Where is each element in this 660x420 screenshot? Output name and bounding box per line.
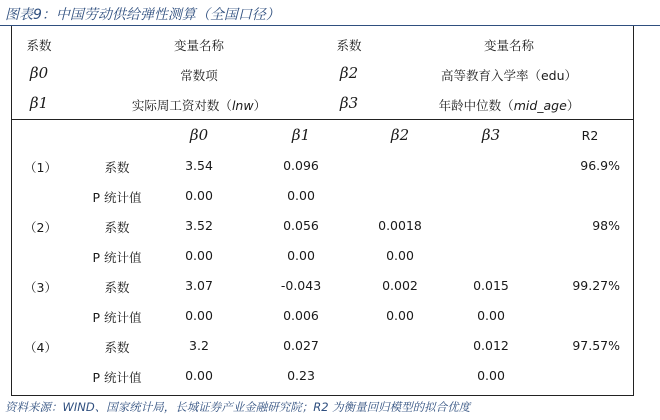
cell-beta1: 0.00	[287, 248, 315, 263]
row-label: P 统计值	[92, 310, 142, 325]
legend-header-name-1: 变量名称	[173, 38, 225, 53]
cell-beta1: 0.056	[283, 218, 319, 233]
cell-beta1: 0.027	[283, 338, 319, 353]
cell-beta2: 0.002	[382, 278, 418, 293]
regression-results-table	[11, 120, 634, 396]
cell-beta3: 0.015	[473, 278, 509, 293]
cell-r2: 98%	[592, 218, 620, 233]
cell-beta2: 0.0018	[378, 218, 422, 233]
results-header-beta3: β3	[481, 126, 501, 144]
cell-beta0: 0.00	[185, 308, 213, 323]
cell-beta0: 3.52	[185, 218, 213, 233]
variable-legend-table	[11, 26, 634, 120]
results-header-beta0: β0	[189, 126, 209, 144]
cell-beta1: 0.23	[287, 368, 315, 383]
model-label: （3）	[24, 280, 57, 295]
cell-beta0: 3.2	[189, 338, 209, 353]
cell-beta1: 0.006	[283, 308, 319, 323]
legend-header-coef-2: 系数	[336, 38, 362, 53]
results-header-r2: R2	[581, 128, 599, 143]
legend-name-beta3: 年龄中位数（mid_age）	[438, 98, 580, 113]
cell-beta2: 0.00	[386, 248, 414, 263]
row-label: P 统计值	[92, 370, 142, 385]
legend-symbol-beta2: β2	[339, 64, 359, 82]
figure-title: 图表9：中国劳动供给弹性测算（全国口径）	[5, 7, 280, 23]
legend-symbol-beta1: β1	[29, 94, 49, 112]
row-label: P 统计值	[92, 250, 142, 265]
cell-beta0: 0.00	[185, 248, 213, 263]
model-label: （4）	[24, 340, 57, 355]
cell-beta3: 0.00	[477, 308, 505, 323]
legend-symbol-beta3: β3	[339, 94, 359, 112]
legend-header-coef-1: 系数	[26, 38, 52, 53]
legend-name-beta1: 实际周工资对数（lnw）	[131, 98, 267, 113]
cell-beta0: 3.07	[185, 278, 213, 293]
cell-beta0: 0.00	[185, 188, 213, 203]
cell-r2: 96.9%	[580, 158, 620, 173]
cell-beta1: 0.096	[283, 158, 319, 173]
cell-beta3: 0.00	[477, 368, 505, 383]
cell-beta0: 3.54	[185, 158, 213, 173]
legend-name-beta0: 常数项	[180, 68, 218, 83]
cell-beta0: 0.00	[185, 368, 213, 383]
row-label: 系数	[104, 160, 130, 175]
legend-name-beta2: 高等教育入学率（edu）	[440, 68, 578, 83]
model-label: （2）	[24, 220, 57, 235]
cell-beta1: -0.043	[280, 278, 322, 293]
model-label: （1）	[24, 160, 57, 175]
cell-r2: 99.27%	[572, 278, 620, 293]
results-header-beta1: β1	[291, 126, 311, 144]
cell-beta2: 0.00	[386, 308, 414, 323]
legend-symbol-beta0: β0	[29, 64, 49, 82]
row-label: 系数	[104, 340, 130, 355]
row-label: 系数	[104, 280, 130, 295]
cell-beta3: 0.012	[473, 338, 509, 353]
row-label: 系数	[104, 220, 130, 235]
cell-beta1: 0.00	[287, 188, 315, 203]
results-header-beta2: β2	[390, 126, 410, 144]
source-note: 资料来源：WIND、国家统计局，长城证券产业金融研究院；R2 为衡量回归模型的拟合优度	[5, 400, 471, 414]
cell-r2: 97.57%	[572, 338, 620, 353]
legend-header-name-2: 变量名称	[483, 38, 535, 53]
row-label: P 统计值	[92, 190, 142, 205]
